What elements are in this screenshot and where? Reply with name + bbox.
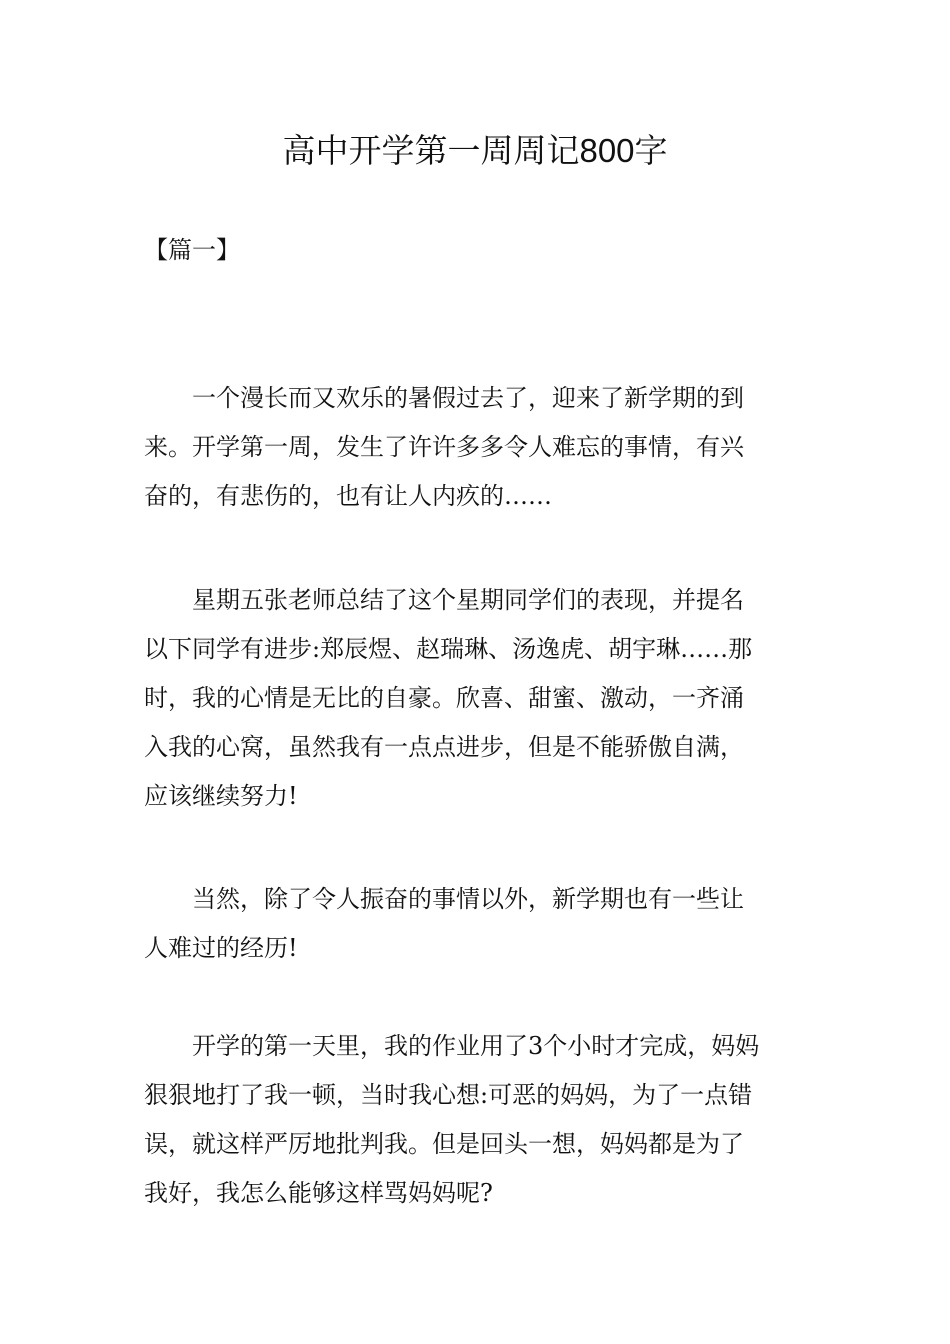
- paragraph-4: [144, 1022, 806, 1218]
- paragraph-line: 以下同学有进步:郑辰煜、赵瑞琳、汤逸虎、胡宇琳……那: [144, 635, 753, 663]
- paragraph-line: 奋的，有悲伤的，也有让人内疚的……: [144, 482, 552, 510]
- paragraph-1: [144, 374, 806, 521]
- paragraph-line: 应该继续努力!: [144, 782, 298, 810]
- paragraph-line: 一个漫长而又欢乐的暑假过去了，迎来了新学期的到: [144, 384, 744, 412]
- paragraph-line: 人难过的经历!: [144, 934, 298, 962]
- paragraph-line: 星期五张老师总结了这个星期同学们的表现，并提名: [144, 586, 744, 614]
- paragraph-line: 狠狠地打了我一顿，当时我心想:可恶的妈妈，为了一点错: [144, 1081, 753, 1109]
- paragraph-line: 当然，除了令人振奋的事情以外，新学期也有一些让: [144, 885, 744, 913]
- paragraph-2: [144, 576, 806, 821]
- paragraph-line: 我好，我怎么能够这样骂妈妈呢?: [144, 1179, 493, 1207]
- paragraph-line: 时，我的心情是无比的自豪。欣喜、甜蜜、激动，一齐涌: [144, 684, 744, 712]
- paragraph-3: [144, 875, 806, 973]
- paragraph-line: 入我的心窝，虽然我有一点点进步，但是不能骄傲自满，: [144, 733, 744, 761]
- document-title: 高中开学第一周周记800字: [282, 132, 668, 169]
- paragraph-line: 来。开学第一周，发生了许许多多令人难忘的事情，有兴: [144, 433, 744, 461]
- section-heading: 【篇一】: [144, 236, 240, 264]
- paragraph-line: 开学的第一天里，我的作业用了3个小时才完成，妈妈: [144, 1032, 760, 1060]
- paragraph-line: 误，就这样严厉地批判我。但是回头一想，妈妈都是为了: [144, 1130, 744, 1158]
